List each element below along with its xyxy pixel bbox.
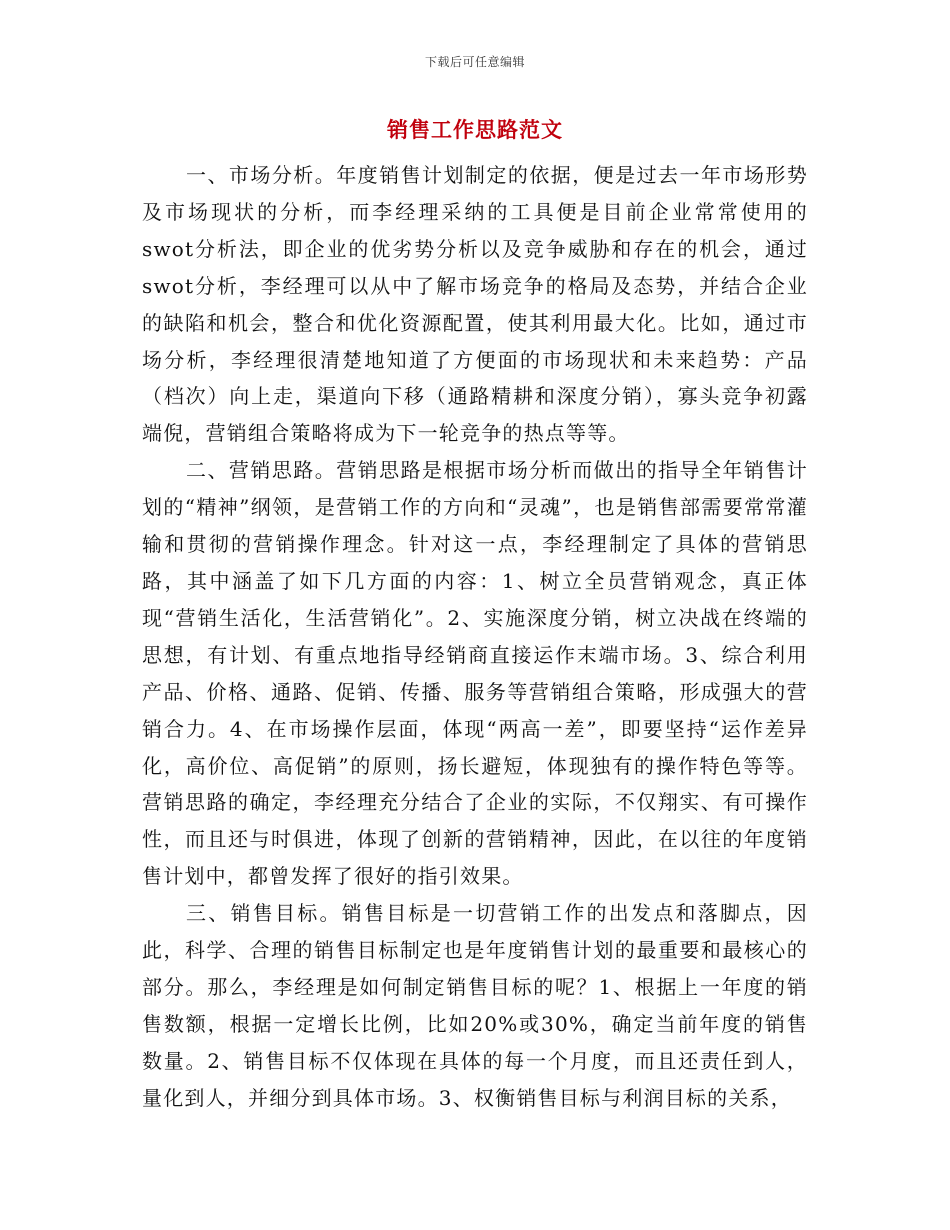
paragraph-sales-target: 三、销售目标。销售目标是一切营销工作的出发点和落脚点，因此，科学、合理的销售目标制定也是年度销售计划的最重要和最核心的部分。那么，李经理是如何制定销售目标的呢？1、根据上一年度的销售数额，根据一定增长比例，比如20%或30%，确定当前年度的销售数量。2、销售目标不仅体现在具体的每一个月度，而且还责任到人，量化到人，并细分到具体市场。3、权衡销售目标与利润目标的关系， [142, 901, 808, 1110]
paragraph-marketing-approach: 二、营销思路。营销思路是根据市场分析而做出的指导全年销售计划的“精神”纲领，是营销工作的方向和“灵魂”，也是销售部需要常常灌输和贯彻的营销操作理念。针对这一点，李经理制定了具体的营销思路，其中涵盖了如下几方面的内容：1、树立全员营销观念，真正体现“营销生活化，生活营销化”。2、实施深度分销，树立决战在终端的思想，有计划、有重点地指导经销商直接运作末端市场。3、综合利用产品、价格、通路、促销、传播、服务等营销组合策略，形成强大的营销合力。4、在市场操作层面，体现“两高一差”，即要坚持“运作差异化，高价位、高促销”的原则，扬长避短，体现独有的操作特色等等。营销思路的确定，李经理充分结合了企业的实际，不仅翔实、有可操作性，而且还与时俱进，体现了创新的营销精神，因此，在以往的年度销售计划中，都曾发挥了很好的指引效果。 [142, 458, 808, 889]
document-body [142, 157, 808, 1117]
header-note: 下载后可任意编辑 [424, 55, 525, 69]
paragraph-market-analysis: 一、市场分析。年度销售计划制定的依据，便是过去一年市场形势及市场现状的分析，而李经理采纳的工具便是目前企业常常使用的swot分析法，即企业的优劣势分析以及竞争威胁和存在的机会，通过swot分析，李经理可以从中了解市场竞争的格局及态势，并结合企业的缺陷和机会，整合和优化资源配置，使其利用最大化。比如，通过市场分析，李经理很清楚地知道了方便面的市场现状和未来趋势：产品（档次）向上走，渠道向下移（通路精耕和深度分销），寡头竞争初露端倪，营销组合策略将成为下一轮竞争的热点等等。 [142, 163, 808, 446]
document-title: 销售工作思路范文 [387, 117, 563, 142]
